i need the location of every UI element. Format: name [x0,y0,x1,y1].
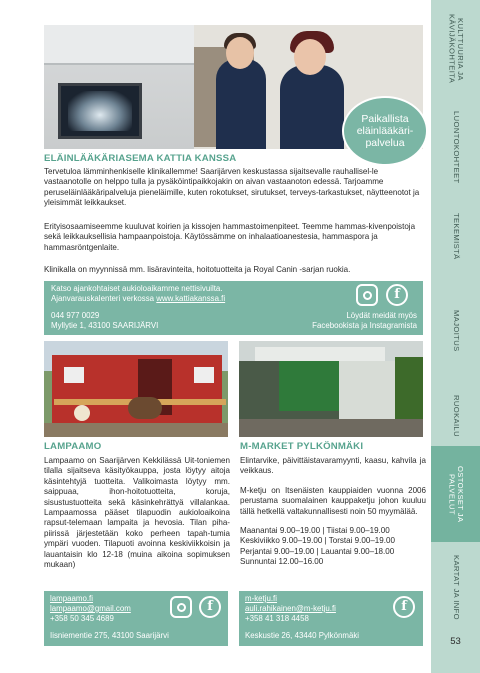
booking-prefix: Ajanvarauskalenteri verkossa [51,294,157,303]
badge-text: Paikallista eläinlääkäri- palvelua [356,112,414,150]
tab-label: TEKEMISTÄ [451,212,461,260]
tab-tekemista[interactable] [431,196,480,276]
booking-line [51,294,225,304]
clinic-phone[interactable]: 044 977 0029 [51,311,100,320]
hours-line: Perjantai 9.00–19.00 | Lauantai 9.00–18.00 [240,546,395,556]
section-tab-rail [431,0,480,673]
opening-hours-note: Katso ajankohtaiset aukioloaikamme nettisivuilta. [51,284,223,293]
clinic-intro: Tervetuloa lämminhenkiselle klinikallemme! Saarijärven keskustassa sijaitsevalle rauhallisel-le vastaanotolle on helppo tulla ja pysäköintipaikkojakin on aivan vastaanoton edessä. Tarjoamme peruseläinlääkäripalveluja pieneläimille, kuten rokotukset, sirutukset, terveys-tarkastukset, näytteenotot ja yleisimmät leikkaukset. [44,167,420,208]
clinic-address: Myllytie 1, 43100 SAARIJÄRVI [51,321,159,330]
instagram-icon[interactable] [170,596,192,618]
clinic-contact-band [44,281,423,335]
tab-label: KULTTUURIA JA KÄVIJÄKOHTEITA [447,14,466,84]
tab-majoitus[interactable] [431,276,480,386]
lampaamo-address: Iisniementie 275, 43100 Saarijärvi [50,631,169,640]
lampaamo-contact-band [44,591,228,646]
tab-label: KARTAT JA INFO [451,554,461,620]
tab-kartat-ja-info[interactable] [431,542,480,632]
local-vet-badge [342,96,428,166]
facebook-icon[interactable]: f [386,284,408,306]
hours-line: Maanantai 9.00–19.00 | Tiistai 9.00–19.00 [240,526,390,536]
hours-line: Sunnuntai 12.00–16.00 [240,557,324,567]
m-market-title: M-MARKET PYLKÖNMÄKI [240,441,364,452]
facebook-icon[interactable]: f [393,596,415,618]
tab-label: OSTOKSET JA PALVELUT [447,465,466,523]
m-market-address: Keskustie 26, 43440 Pylkönmäki [245,631,360,640]
m-market-contact-band [239,591,423,646]
clinic-website-link[interactable]: www.kattiakanssa.fi [156,294,226,303]
m-market-email-link[interactable]: auli.rahikainen@m-ketju.fi [245,604,336,613]
facebook-icon[interactable]: f [199,596,221,618]
clinic-title: ELÄINLÄÄKÄRIASEMA KATTIA KANSSA [44,153,237,164]
social-line-2: Facebookista ja Instagramista [312,321,417,330]
social-line-1: Löydät meidät myös [346,311,417,320]
lampaamo-website-link[interactable]: lampaamo.fi [50,594,93,603]
hours-line: Keskiviikko 9.00–19.00 | Torstai 9.00–19.00 [240,536,395,546]
lampaamo-photo [44,341,228,437]
lampaamo-description: Lampaamo on Saarijärven Kekkilässä Uit-toniemen tilalla sijaitseva käsityökauppa, josta löytyy aitoja käsintehtyjä tuotteita. Valikoimasta löytyy mm. saippuaa, ihon-hoitotuotteita, koruja, sisustustuotteita sekä käsinkehrättyä villalankaa. Lampaamossa pääset tilapuodin aukioloaikoina rapsut-telemaan lampaita ja hevosia. Tilan piha-piirissä järjestetään koko perheen tapah-tumia ympäri vuoden. Tilapuoti avoinna keskiviikkoisin ja lauantaisin klo 12-18 (muina aikoina sopimuksen mukaan) [44,456,230,570]
lampaamo-section [44,441,230,570]
tab-label: RUOKAILU [451,394,461,438]
instagram-icon[interactable] [356,284,378,306]
lampaamo-title: LAMPAAMO [44,441,102,452]
m-market-website-link[interactable]: m-ketju.fi [245,594,278,603]
tab-kulttuuria[interactable] [431,0,480,98]
m-market-chain-info: M-ketju on Itsenäisten kauppiaiden vuonna 2006 perustama suomalainen kauppaketju johon kuuluu tällä hetkellä valtakunnallisesti noin 50 myymälää. [240,485,426,516]
opening-hours [240,526,426,568]
lampaamo-email-link[interactable]: lampaamo@gmail.com [50,604,131,613]
m-market-phone[interactable]: +358 41 318 4458 [245,614,309,623]
m-market-text [240,456,426,568]
m-market-photo [239,341,423,437]
lampaamo-phone[interactable]: +358 50 345 4689 [50,614,114,623]
m-market-section [240,441,426,568]
social-note [312,311,417,331]
tab-ruokailu[interactable] [431,386,480,446]
page-number: 53 [450,636,461,647]
clinic-products: Klinikalla on myynnissä mm. lisäravinteita, hoitotuotteita ja Royal Canin -sarjan ruokia. [44,265,351,274]
tab-label: LUONTOKOHTEET [451,110,461,184]
tab-label: MAJOITUS [451,310,461,352]
clinic-dental: Erityisosaamiseemme kuuluvat koirien ja kissojen hammastoimenpiteet. Teemme hammas-kivenpoistoja sekä leikkauksellisia hampaanpoistoja. Käytössämme on inhalaatioanestesia, hammaspora ja hammasröntgenlaite. [44,222,416,252]
tab-ostokset-ja-palvelut[interactable] [431,446,480,542]
tab-luontokohteet[interactable] [431,98,480,196]
m-market-services: Elintarvike, päivittäistavaramyynti, kaasu, kahvila ja veikkaus. [240,456,426,476]
